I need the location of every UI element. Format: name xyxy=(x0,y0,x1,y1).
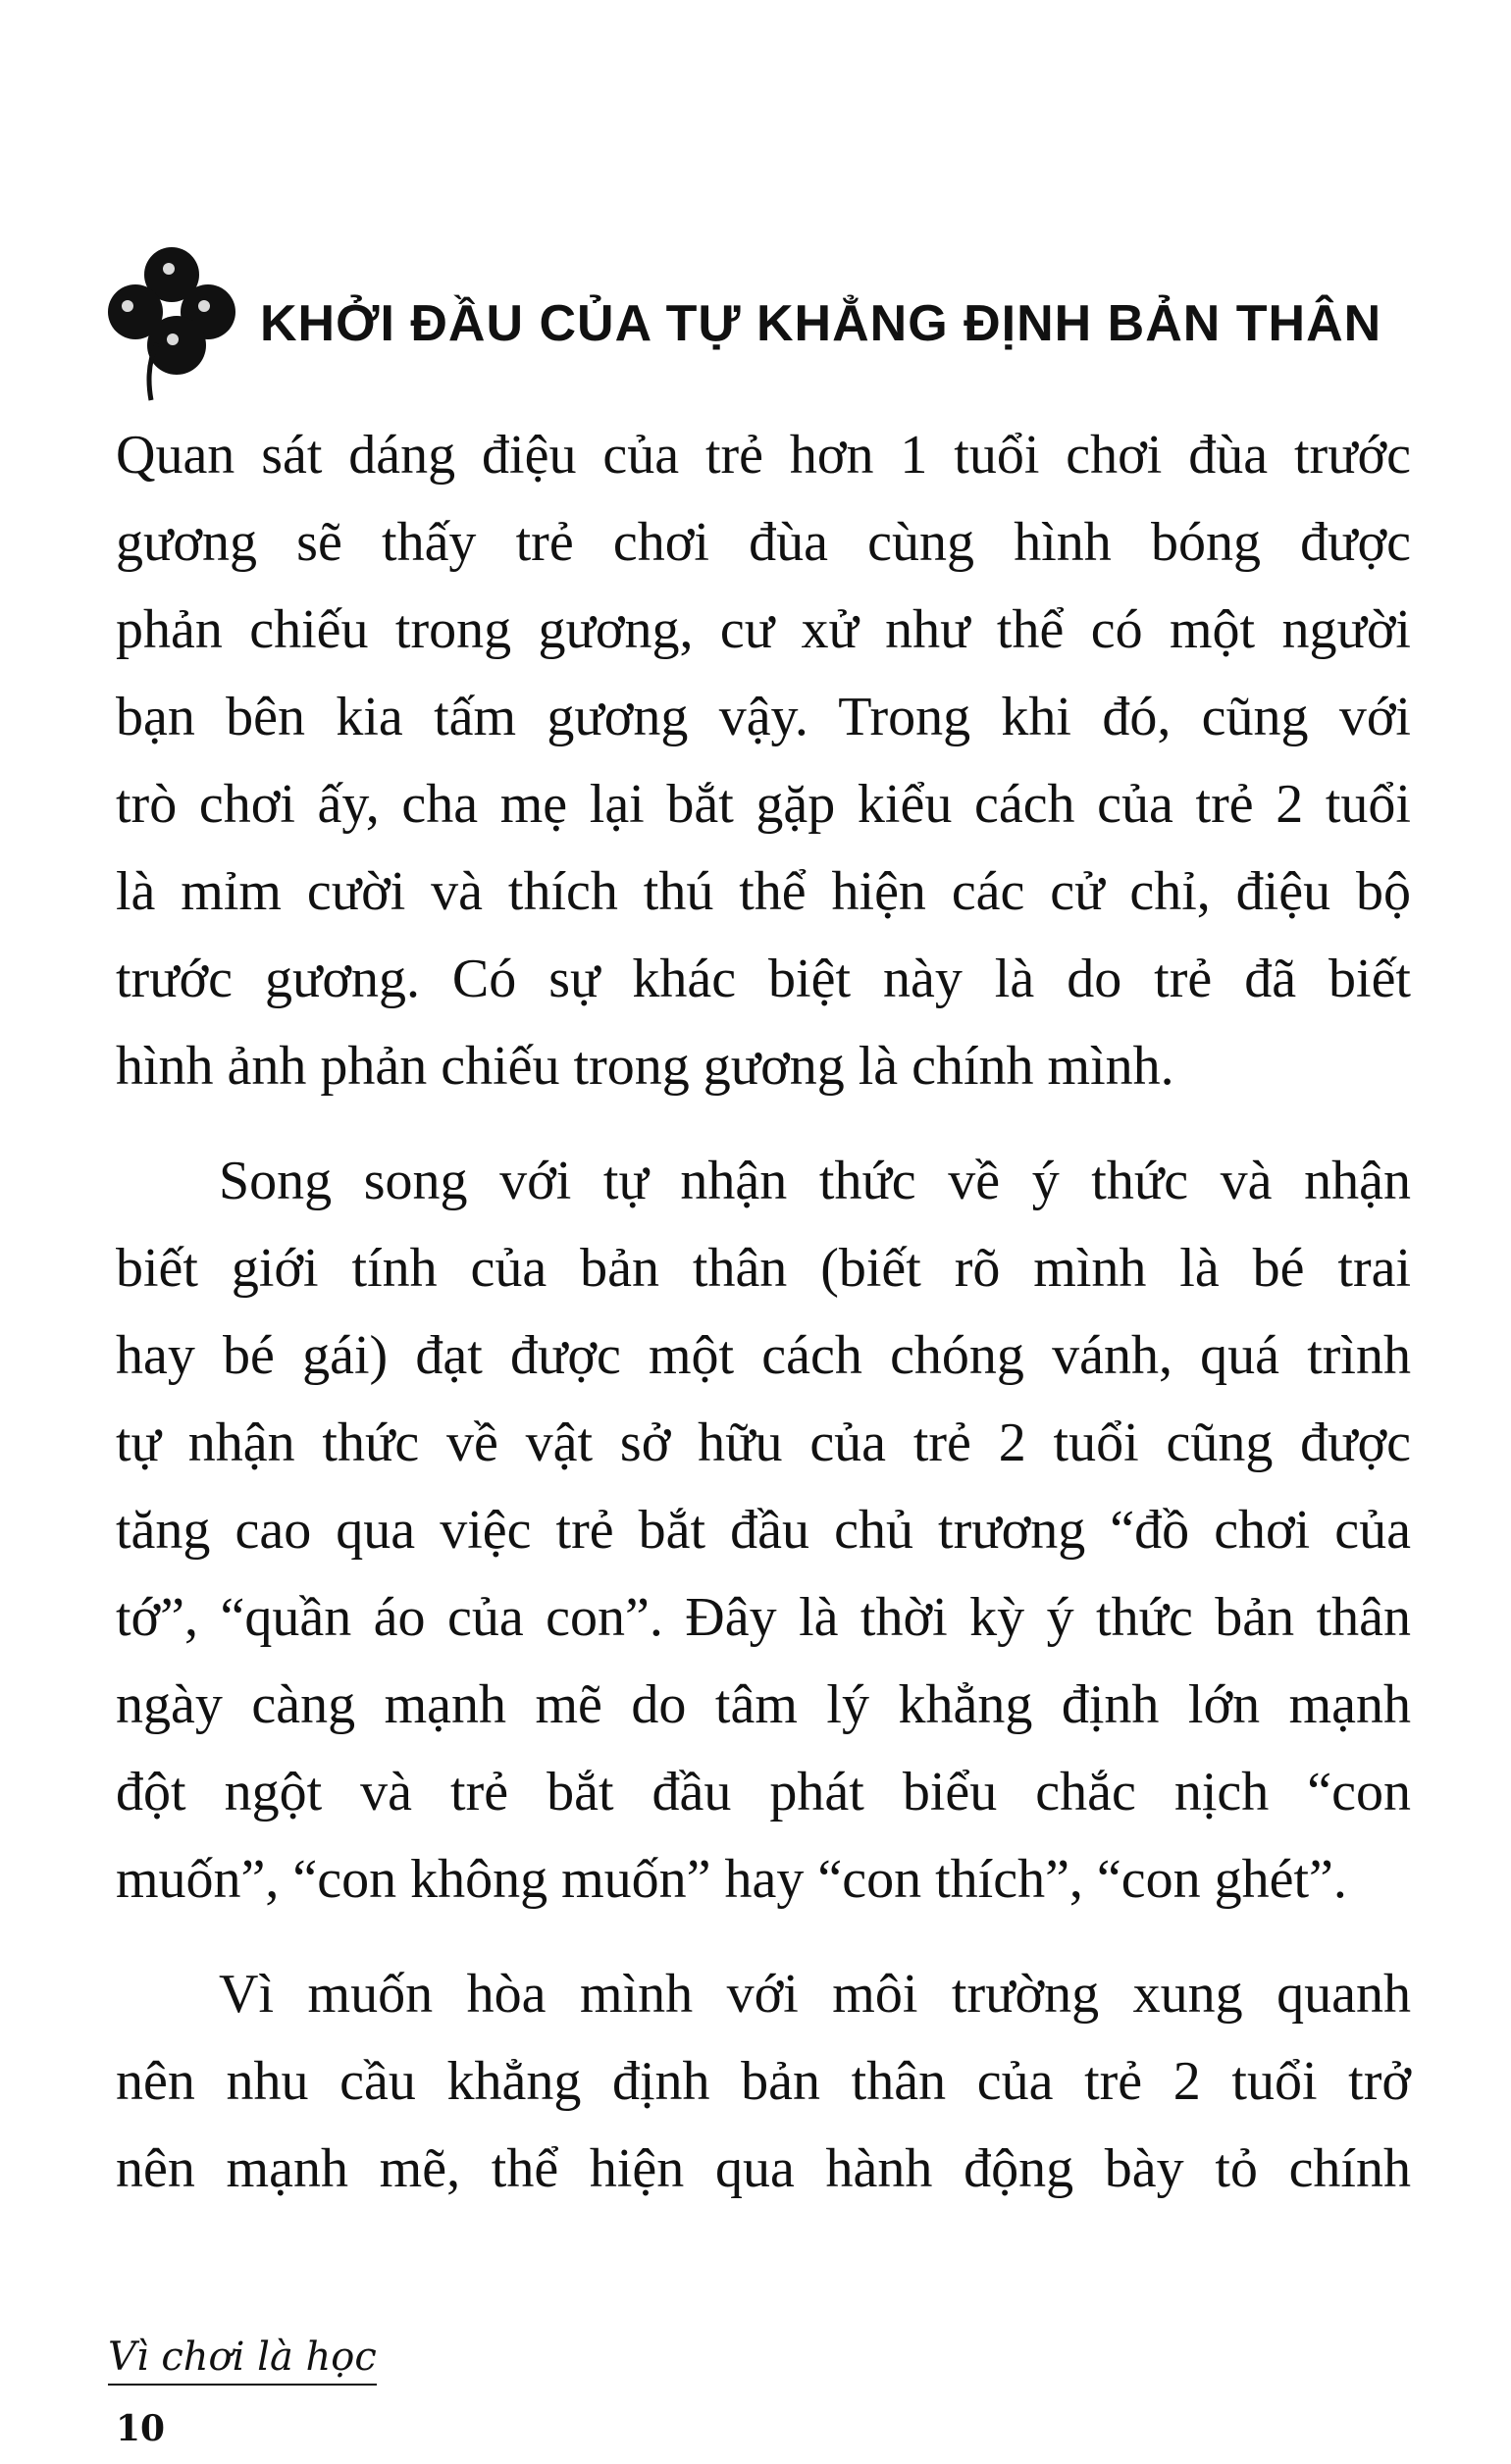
text-line: Vì muốn hòa mình với môi trường xung quanh xyxy=(219,1964,1411,2025)
text-line: Quan sát dáng điệu của trẻ hơn 1 tuổi chơi đùa trước xyxy=(116,425,1411,486)
text-line: đột ngột và trẻ bắt đầu phát biểu chắc nịch “con xyxy=(116,1762,1411,1822)
text-line: nên nhu cầu khẳng định bản thân của trẻ 2 tuổi trở xyxy=(116,2051,1411,2112)
text-line: phản chiếu trong gương, cư xử như thể có một người xyxy=(116,599,1411,660)
text-line: ngày càng mạnh mẽ do tâm lý khẳng định lớn mạnh xyxy=(116,1674,1411,1735)
paragraph xyxy=(116,412,1411,1110)
text-line: là mỉm cười và thích thú thể hiện các cử chỉ, điệu bộ xyxy=(116,861,1411,922)
paragraph xyxy=(116,1951,1411,2213)
section-heading xyxy=(98,235,1413,402)
section-title: KHỞI ĐẦU CỦA TỰ KHẲNG ĐỊNH BẢN THÂN xyxy=(260,295,1382,352)
paragraph xyxy=(116,1138,1411,1924)
text-line: nên mạnh mẽ, thể hiện qua hành động bày tỏ chính xyxy=(116,2138,1411,2199)
text-line: trò chơi ấy, cha mẹ lại bắt gặp kiểu cách của trẻ 2 tuổi xyxy=(116,774,1411,835)
four-leaf-clover-icon xyxy=(98,235,245,402)
text-line: hay bé gái) đạt được một cách chóng vánh, quá trình xyxy=(116,1325,1411,1386)
text-line: trước gương. Có sự khác biệt này là do trẻ đã biết xyxy=(116,949,1411,1009)
text-line: muốn”, “con không muốn” hay “con thích”, “con ghét”. xyxy=(116,1849,1347,1910)
text-line: tớ”, “quần áo của con”. Đây là thời kỳ ý thức bản thân xyxy=(116,1587,1411,1648)
text-line: bạn bên kia tấm gương vậy. Trong khi đó, cũng với xyxy=(116,687,1411,747)
text-line: biết giới tính của bản thân (biết rõ mình là bé trai xyxy=(116,1238,1411,1299)
running-footer-title: Vì chơi là học xyxy=(108,2335,377,2386)
page-number: 10 xyxy=(116,2408,166,2449)
text-line: tự nhận thức về vật sở hữu của trẻ 2 tuổi cũng được xyxy=(116,1412,1411,1473)
text-line: gương sẽ thấy trẻ chơi đùa cùng hình bóng được xyxy=(116,512,1411,573)
text-line: hình ảnh phản chiếu trong gương là chính mình. xyxy=(116,1036,1174,1097)
text-line: tăng cao qua việc trẻ bắt đầu chủ trương “đồ chơi của xyxy=(116,1500,1411,1561)
body-text xyxy=(116,412,1411,2213)
text-line: Song song với tự nhận thức về ý thức và nhận xyxy=(219,1151,1411,1211)
